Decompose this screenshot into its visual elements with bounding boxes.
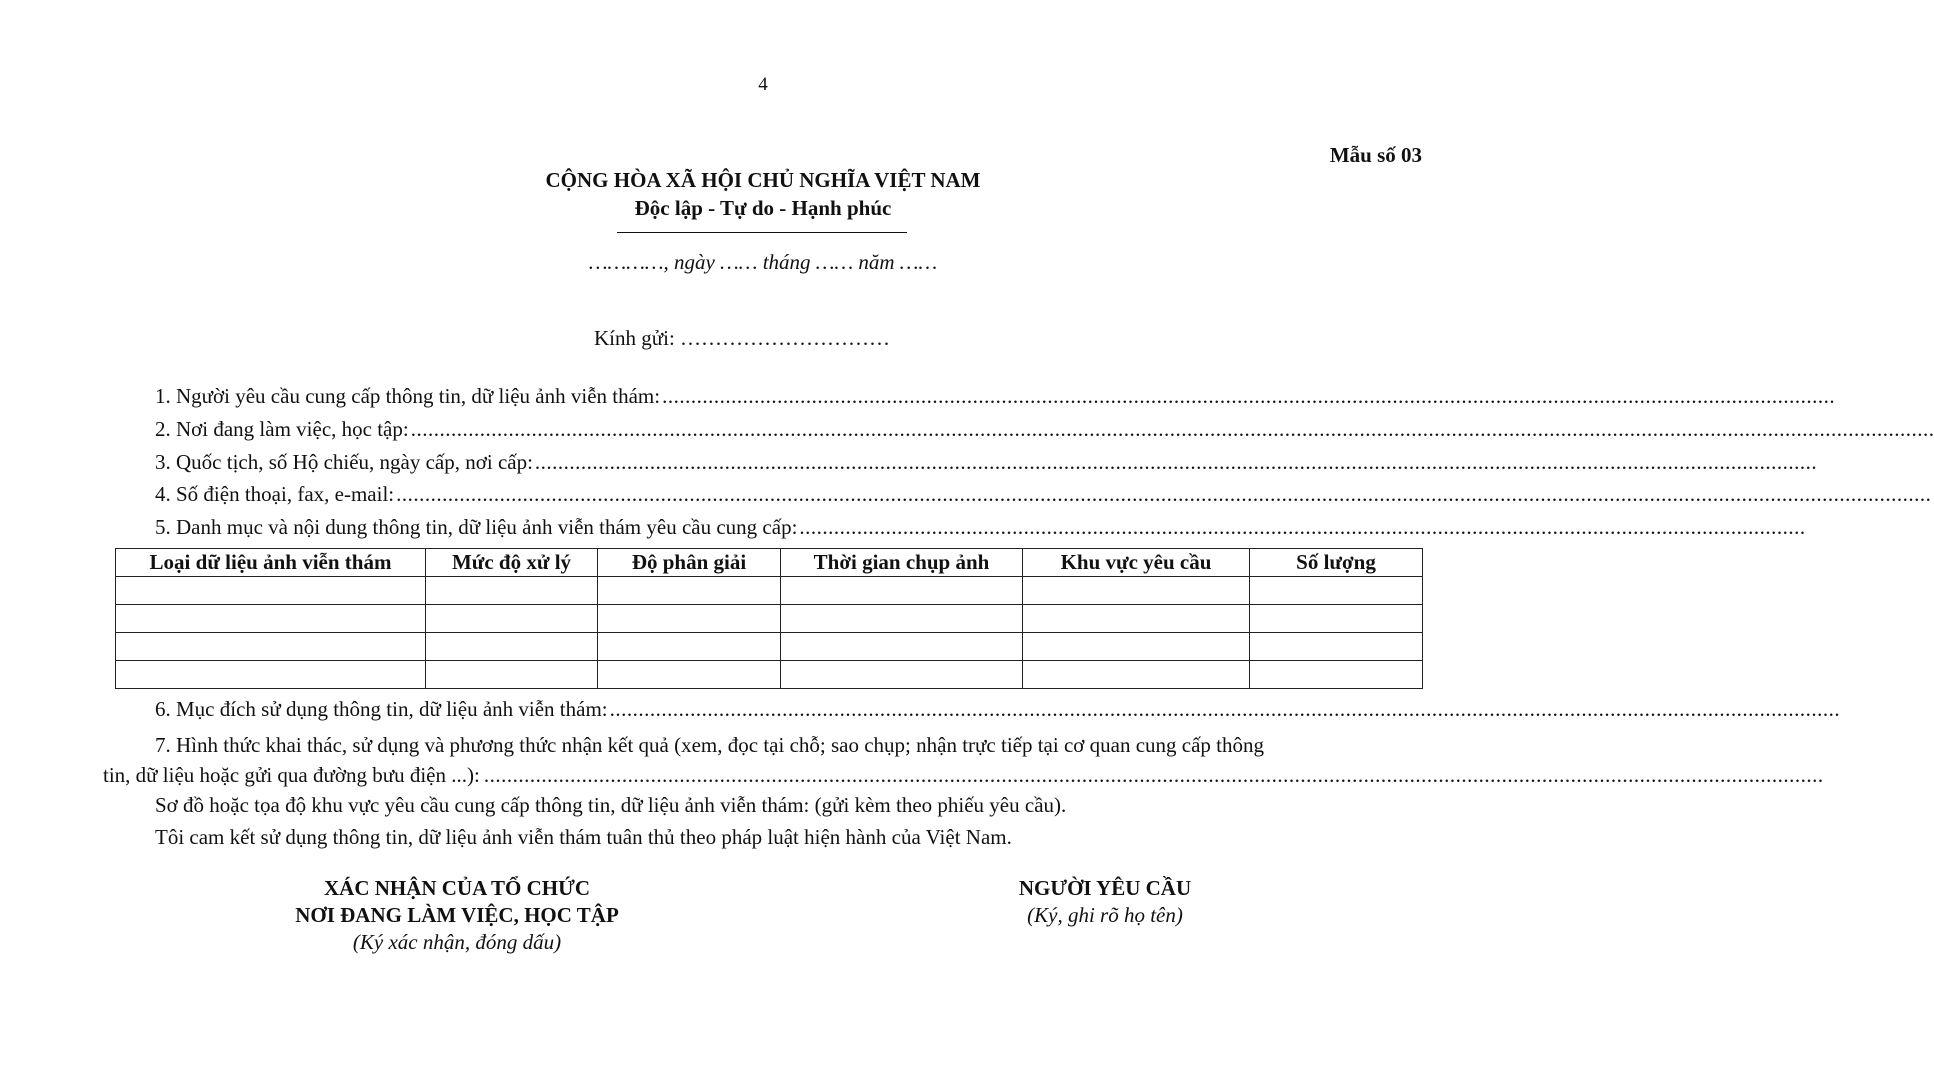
column-header: Độ phân giải xyxy=(598,549,781,577)
organization-signature-block xyxy=(237,875,677,956)
table-cell[interactable] xyxy=(1023,605,1250,633)
table-cell[interactable] xyxy=(1250,633,1423,661)
signature-title: NƠI ĐANG LÀM VIỆC, HỌC TẬP xyxy=(295,903,619,927)
form-code: Mẫu số 03 xyxy=(1329,143,1422,167)
field-purpose xyxy=(155,697,1841,722)
field-label: 2. Nơi đang làm việc, học tập: xyxy=(155,417,409,441)
fill-line[interactable]: ......................................................................................................................................................................................................................................... xyxy=(483,763,1824,787)
table-cell[interactable] xyxy=(1250,577,1423,605)
table-cell[interactable] xyxy=(781,633,1023,661)
fill-line[interactable]: ...................................................................................................................................................................................................................... xyxy=(609,697,1841,721)
request-table xyxy=(115,548,1423,689)
table-cell[interactable] xyxy=(781,577,1023,605)
column-header: Mức độ xử lý xyxy=(426,549,598,577)
column-header: Khu vực yêu cầu xyxy=(1023,549,1250,577)
field-data-list xyxy=(155,515,1806,540)
table-cell[interactable] xyxy=(1250,661,1423,689)
table-header-row xyxy=(116,549,1423,577)
table-row xyxy=(116,577,1423,605)
table-cell[interactable] xyxy=(598,661,781,689)
fill-line[interactable]: ......................................................................................................................................................................................................................................................................... xyxy=(410,417,1934,441)
date-line: …………, ngày …… tháng …… năm …… xyxy=(588,250,938,274)
table-cell[interactable] xyxy=(598,605,781,633)
table-cell[interactable] xyxy=(426,633,598,661)
table-cell[interactable] xyxy=(426,605,598,633)
national-motto: Độc lập - Tự do - Hạnh phúc xyxy=(634,196,892,220)
table-cell[interactable] xyxy=(598,577,781,605)
table-cell[interactable] xyxy=(116,661,426,689)
field-label: 1. Người yêu cầu cung cấp thông tin, dữ liệu ảnh viễn thám: xyxy=(155,384,661,408)
signature-title: XÁC NHẬN CỦA TỔ CHỨC xyxy=(323,876,590,900)
field-label: 3. Quốc tịch, số Hộ chiếu, ngày cấp, nơi cấp: xyxy=(155,450,533,474)
table-cell[interactable] xyxy=(116,633,426,661)
field-continuation xyxy=(103,760,1824,790)
field-contact xyxy=(155,482,1932,507)
page-number: 4 xyxy=(758,74,768,95)
column-header: Loại dữ liệu ảnh viễn thám xyxy=(116,549,426,577)
field-nationality-passport xyxy=(155,450,1818,475)
table-cell[interactable] xyxy=(116,605,426,633)
motto-underline xyxy=(617,232,907,233)
field-delivery-method xyxy=(103,730,1824,790)
table-cell[interactable] xyxy=(1023,633,1250,661)
table-cell[interactable] xyxy=(781,605,1023,633)
field-label: 5. Danh mục và nội dung thông tin, dữ liệu ảnh viễn thám yêu cầu cung cấp: xyxy=(155,515,798,539)
addressee-line: Kính gửi: ………………………… xyxy=(594,326,891,350)
fill-line[interactable]: ........................................................................................................................................................................................................................................................................... xyxy=(396,482,1932,506)
attachment-note: Sơ đồ hoặc tọa độ khu vực yêu cầu cung cấp thông tin, dữ liệu ảnh viễn thám: (gửi kèm theo phiếu yêu cầu). xyxy=(155,793,1067,817)
table-cell[interactable] xyxy=(116,577,426,605)
field-label: 4. Số điện thoại, fax, e-mail: xyxy=(155,482,395,506)
signature-title: NGƯỜI YÊU CẦU xyxy=(1018,876,1192,900)
table-cell[interactable] xyxy=(1023,577,1250,605)
table-row xyxy=(116,661,1423,689)
signature-instruction: (Ký xác nhận, đóng dấu) xyxy=(352,930,562,954)
column-header: Số lượng xyxy=(1250,549,1423,577)
table-row xyxy=(116,633,1423,661)
field-requester xyxy=(155,384,1836,409)
table-cell[interactable] xyxy=(426,577,598,605)
column-header: Thời gian chụp ảnh xyxy=(781,549,1023,577)
table-cell[interactable] xyxy=(426,661,598,689)
national-title: CỘNG HÒA XÃ HỘI CHỦ NGHĨA VIỆT NAM xyxy=(545,168,981,192)
table-cell[interactable] xyxy=(781,661,1023,689)
fill-line[interactable]: ............................................................................................................................................................................................................ xyxy=(662,384,1836,408)
field-label: 7. Hình thức khai thác, sử dụng và phương thức nhận kết quả (xem, đọc tại chỗ; sao chụp; nhận trực tiếp tại cơ quan cung cấp thông xyxy=(155,733,1265,757)
table-cell[interactable] xyxy=(1023,661,1250,689)
field-workplace xyxy=(155,417,1934,442)
fill-line[interactable]: ............................................................................................................................................................................... xyxy=(799,515,1806,539)
fill-line[interactable]: ............................................................................................................................................................................................................................... xyxy=(534,450,1818,474)
field-label: 6. Mục đích sử dụng thông tin, dữ liệu ảnh viễn thám: xyxy=(155,697,608,721)
table-cell[interactable] xyxy=(1250,605,1423,633)
table-cell[interactable] xyxy=(598,633,781,661)
requester-signature-block xyxy=(955,875,1255,929)
field-label: tin, dữ liệu hoặc gửi qua đường bưu điện ...): xyxy=(103,763,480,787)
table-row xyxy=(116,605,1423,633)
signature-instruction: (Ký, ghi rõ họ tên) xyxy=(1027,903,1183,927)
commitment-note: Tôi cam kết sử dụng thông tin, dữ liệu ảnh viễn thám tuân thủ theo pháp luật hiện hành của Việt Nam. xyxy=(155,825,1012,849)
